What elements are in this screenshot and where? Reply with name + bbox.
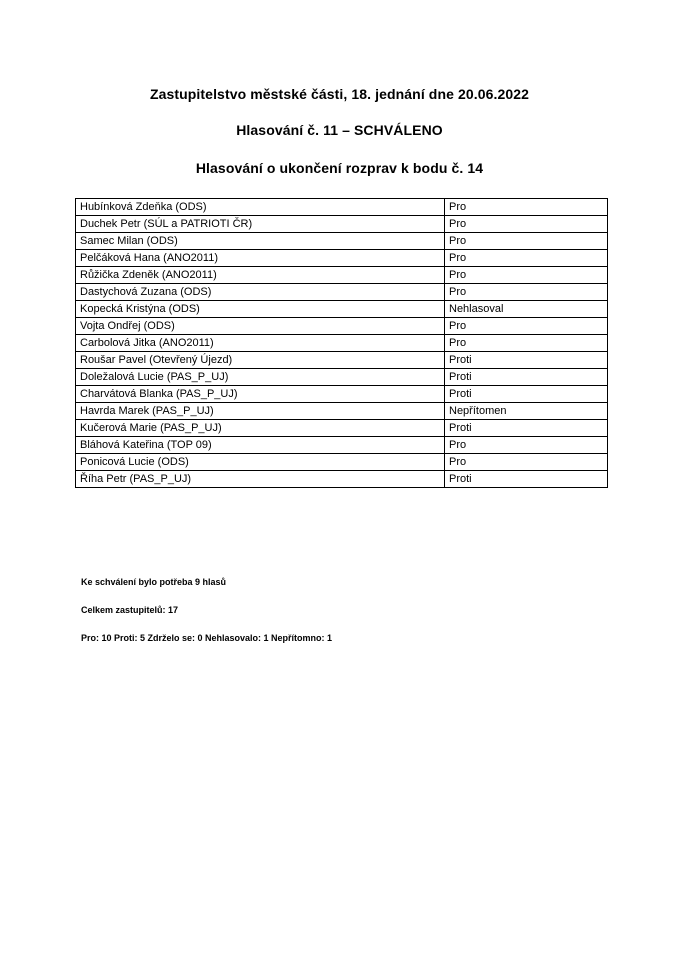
table-row: [76, 420, 608, 437]
vote-value-cell: Nehlasoval: [445, 301, 608, 318]
member-name-cell: Kopecká Kristýna (ODS): [76, 301, 445, 318]
member-name-cell: Ponicová Lucie (ODS): [76, 454, 445, 471]
vote-value-cell: Pro: [445, 250, 608, 267]
vote-value-cell: Pro: [445, 233, 608, 250]
member-name-cell: Hubínková Zdeňka (ODS): [76, 199, 445, 216]
vote-subject-heading: Hlasování o ukončení rozprav k bodu č. 14: [195, 160, 484, 176]
member-name-cell: Charvátová Blanka (PAS_P_UJ): [76, 386, 445, 403]
vote-value-cell: Pro: [445, 454, 608, 471]
table-row: [76, 437, 608, 454]
table-row: [76, 335, 608, 352]
vote-value-cell: Pro: [445, 318, 608, 335]
table-row: [76, 318, 608, 335]
member-name-cell: Vojta Ondřej (ODS): [76, 318, 445, 335]
table-row: [76, 386, 608, 403]
vote-value-cell: Pro: [445, 267, 608, 284]
member-name-cell: Roušar Pavel (Otevřený Újezd): [76, 352, 445, 369]
vote-value-cell: Pro: [445, 216, 608, 233]
vote-value-cell: Proti: [445, 471, 608, 488]
vote-number-heading: Hlasování č. 11 – SCHVÁLENO: [236, 122, 443, 138]
total-members-text: Celkem zastupitelů: 17: [81, 605, 179, 615]
table-row: [76, 471, 608, 488]
required-votes-text: Ke schválení bylo potřeba 9 hlasů: [81, 577, 227, 587]
vote-value-cell: Pro: [445, 335, 608, 352]
vote-value-cell: Proti: [445, 420, 608, 437]
table-row: [76, 301, 608, 318]
table-row: [76, 352, 608, 369]
member-name-cell: Duchek Petr (SÚL a PATRIOTI ČR): [76, 216, 445, 233]
vote-value-cell: Pro: [445, 284, 608, 301]
table-row: [76, 233, 608, 250]
vote-value-cell: Nepřítomen: [445, 403, 608, 420]
table-row: [76, 369, 608, 386]
table-row: [76, 199, 608, 216]
vote-value-cell: Proti: [445, 386, 608, 403]
table-row: [76, 216, 608, 233]
table-row: [76, 250, 608, 267]
vote-value-cell: Proti: [445, 352, 608, 369]
table-row: [76, 284, 608, 301]
member-name-cell: Doležalová Lucie (PAS_P_UJ): [76, 369, 445, 386]
vote-value-cell: Pro: [445, 199, 608, 216]
vote-value-cell: Proti: [445, 369, 608, 386]
vote-tally-text: Pro: 10 Proti: 5 Zdrželo se: 0 Nehlasovalo: 1 Nepřítomno: 1: [81, 633, 333, 643]
member-name-cell: Carbolová Jitka (ANO2011): [76, 335, 445, 352]
table-row: [76, 454, 608, 471]
member-name-cell: Dastychová Zuzana (ODS): [76, 284, 445, 301]
table-row: [76, 403, 608, 420]
member-name-cell: Bláhová Kateřina (TOP 09): [76, 437, 445, 454]
member-name-cell: Kučerová Marie (PAS_P_UJ): [76, 420, 445, 437]
member-name-cell: Samec Milan (ODS): [76, 233, 445, 250]
member-name-cell: Havrda Marek (PAS_P_UJ): [76, 403, 445, 420]
member-name-cell: Říha Petr (PAS_P_UJ): [76, 471, 445, 488]
document-title: Zastupitelstvo městské části, 18. jednání dne 20.06.2022: [149, 86, 530, 102]
member-name-cell: Růžička Zdeněk (ANO2011): [76, 267, 445, 284]
vote-value-cell: Pro: [445, 437, 608, 454]
member-name-cell: Pelčáková Hana (ANO2011): [76, 250, 445, 267]
table-row: [76, 267, 608, 284]
vote-results-table: [75, 198, 608, 488]
